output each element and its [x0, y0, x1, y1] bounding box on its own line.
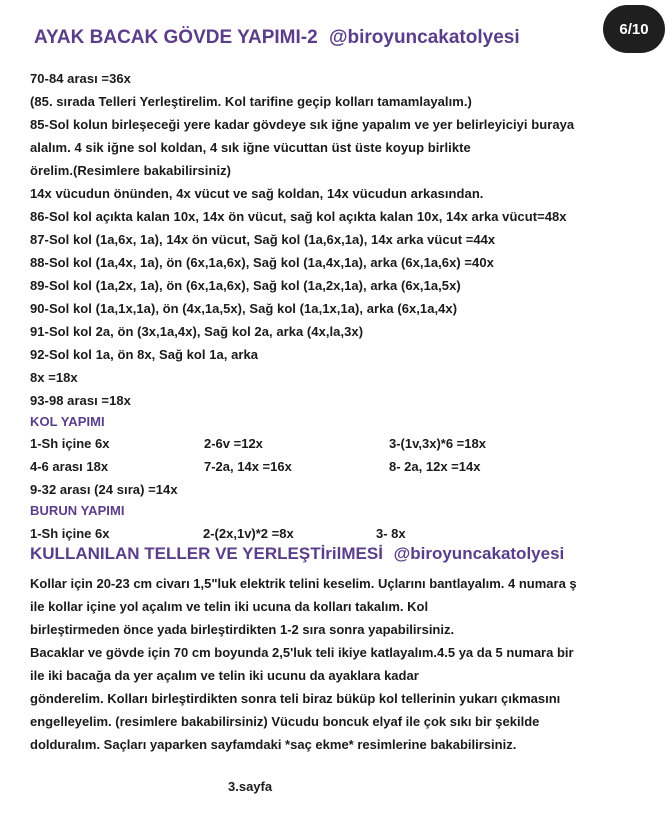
section2-line: engelleyelim. (resimlere bakabilirsiniz) Vücudu boncuk elyaf ile çok sıkı bir şekilde [30, 714, 540, 729]
kol-row1-col3: 3-(1v,3x)*6 =18x [389, 436, 486, 451]
body-line: 14x vücudun önünden, 4x vücut ve sağ koldan, 14x vücudun arkasından. [30, 186, 484, 201]
body-line: 85-Sol kolun birleşeceği yere kadar gövdeye sık iğne yapalım ve yer belirleyiciyi buraya [30, 117, 575, 132]
kol-row2-col3: 8- 2a, 12x =14x [389, 459, 481, 474]
kol-row1-col1: 1-Sh içine 6x [30, 436, 110, 451]
body-line: 93-98 arası =18x [30, 393, 131, 408]
section2-line: birleştirmeden önce yada birleştirdikten 1-2 sıra sonra yapabilirsiniz. [30, 622, 455, 637]
body-line: 88-Sol kol (1a,4x, 1a), ön (6x,1a,6x), Sağ kol (1a,4x,1a), arka (6x,1a,6x) =40x [30, 255, 494, 270]
burun-row1-col3: 3- 8x [376, 526, 406, 541]
kol-row2-col1: 4-6 arası 18x [30, 459, 109, 474]
burun-row1-col1: 1-Sh içine 6x [30, 526, 110, 541]
burun-row1-col2: 2-(2x,1v)*2 =8x [203, 526, 294, 541]
body-line: 70-84 arası =36x [30, 71, 131, 86]
body-line: örelim.(Resimlere bakabilirsiniz) [30, 163, 232, 178]
kol-heading: KOL YAPIMI [30, 414, 105, 429]
body-line: 86-Sol kol açıkta kalan 10x, 14x ön vücut, sağ kol açıkta kalan 10x, 14x arka vücut=48x [30, 209, 567, 224]
body-line: alalım. 4 sik iğne sol koldan, 4 sık iğne vücuttan üst üste koyup birlikte [30, 140, 471, 155]
kol-row1-col2: 2-6v =12x [204, 436, 263, 451]
section2-line: Bacaklar ve gövde için 70 cm boyunda 2,5'luk teli ikiye katlayalım.4.5 ya da 5 numara bir [30, 645, 574, 660]
section2-line: dolduralım. Saçları yaparken sayfamdaki *saç ekme* resimlerine bakabilirsiniz. [30, 737, 517, 752]
body-line: 92-Sol kol 1a, ön 8x, Sağ kol 1a, arka [30, 347, 259, 362]
section2-title-text: KULLANILAN TELLER VE YERLEŞTİrilMESİ [30, 544, 383, 563]
section2-line: Kollar için 20-23 cm civarı 1,5"luk elektrik telini keselim. Uçlarını bantlayalım. 4 numara ş [30, 576, 577, 591]
section2-title [30, 544, 564, 564]
kol-line3: 9-32 arası (24 sıra) =14x [30, 482, 178, 497]
section2-line: ile iki bacağa da yer açalım ve telin iki ucunu da ayaklara kadar [30, 668, 419, 683]
section2-handle: @biroyuncakatolyesi [393, 544, 565, 563]
body-line: 91-Sol kol 2a, ön (3x,1a,4x), Sağ kol 2a, arka (4x,la,3x) [30, 324, 364, 339]
title-handle: @biroyuncakatolyesi [328, 27, 520, 48]
burun-heading: BURUN YAPIMI [30, 503, 125, 518]
kol-row2-col2: 7-2a, 14x =16x [204, 459, 292, 474]
body-line: 8x =18x [30, 370, 78, 385]
body-line: 90-Sol kol (1a,1x,1a), ön (4x,1a,5x), Sağ kol (1a,1x,1a), arka (6x,1a,4x) [30, 301, 458, 316]
page-indicator-badge: 6/10 [603, 5, 665, 53]
section2-line: ile kollar içine yol açalım ve telin iki ucuna da kolları takalım. Kol [30, 599, 429, 614]
body-line: 87-Sol kol (1a,6x, 1a), 14x ön vücut, Sağ kol (1a,6x,1a), 14x arka vücut =44x [30, 232, 496, 247]
section2-line: gönderelim. Kolları birleştirdikten sonra teli biraz büküp kol tellerinin yukarı çıkmasını [30, 691, 561, 706]
body-line: 89-Sol kol (1a,2x, 1a), ön (6x,1a,6x), Sağ kol (1a,2x,1a), arka (6x,1a,5x) [30, 278, 461, 293]
page-title [34, 27, 520, 49]
page-footer: 3.sayfa [228, 779, 273, 794]
body-line: (85. sırada Telleri Yerleştirelim. Kol tarifine geçip kolları tamamlayalım.) [30, 94, 472, 109]
title-text: AYAK BACAK GÖVDE YAPIMI-2 [34, 27, 318, 48]
